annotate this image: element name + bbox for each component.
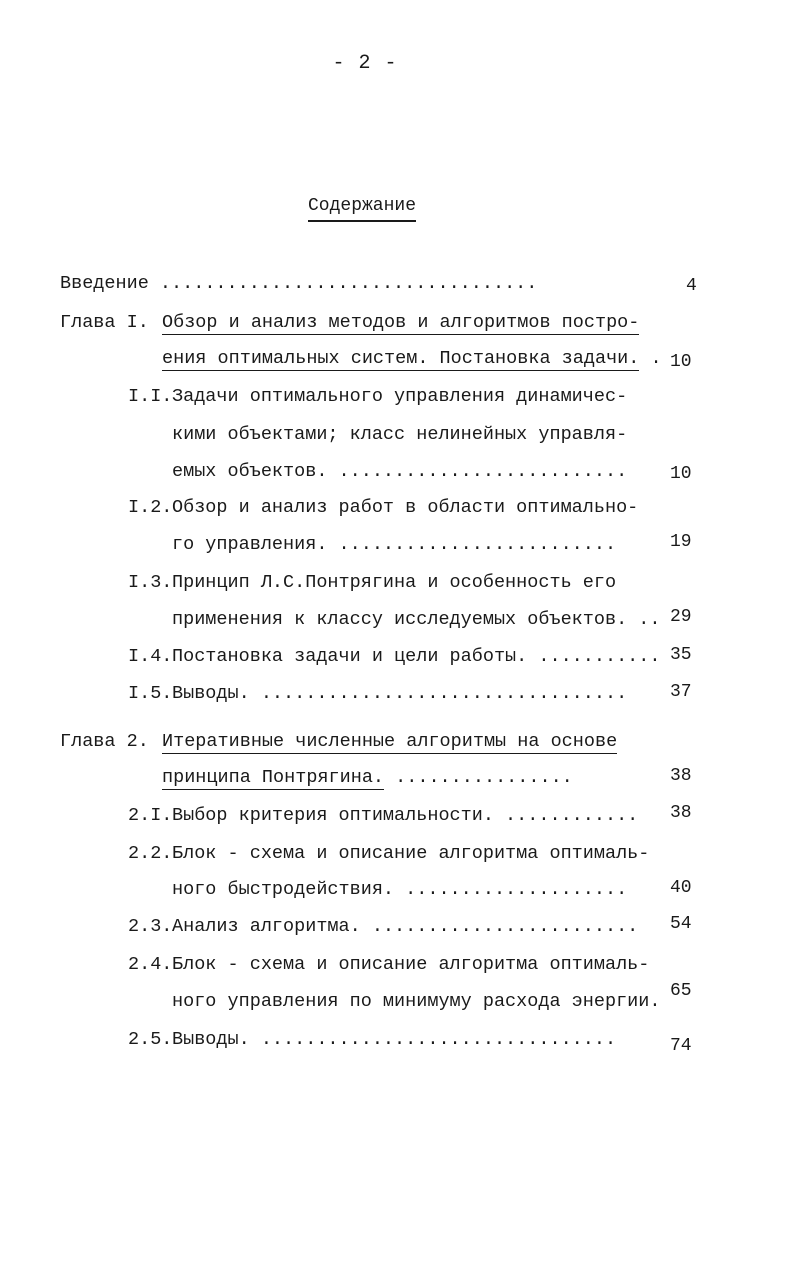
section-2-4-line1: Блок - схема и описание алгоритма оптималь- xyxy=(172,954,650,975)
section-1-1-page: 10 xyxy=(670,464,692,484)
section-2-5-number: 2.5. xyxy=(128,1029,173,1050)
section-1-1-line2: кими объектами; класс нелинейных управля- xyxy=(172,424,628,445)
section-2-2-page: 40 xyxy=(670,878,692,898)
section-1-5-page: 37 xyxy=(670,682,692,702)
section-2-3-page: 54 xyxy=(670,914,692,934)
section-2-1-number: 2.I. xyxy=(128,805,173,826)
chapter-1-label: Глава I. xyxy=(60,312,149,333)
section-1-1-line1: Задачи оптимального управления динамичес- xyxy=(172,386,628,407)
section-1-3-line1: Принцип Л.С.Понтрягина и особенность его xyxy=(172,572,617,593)
page-number: - 2 - xyxy=(332,52,398,75)
chapter-1-page: 10 xyxy=(670,352,692,372)
section-2-5-line1: Выводы. ................................ xyxy=(172,1029,617,1050)
section-2-4-number: 2.4. xyxy=(128,954,173,975)
section-2-1-page: 38 xyxy=(670,803,692,823)
chapter-1-title-line2: ения оптимальных систем. Постановка задачи. . xyxy=(162,348,662,369)
section-2-2-line2: ного быстродействия. .................... xyxy=(172,879,628,900)
chapter-1-title-line1: Обзор и анализ методов и алгоритмов постро- xyxy=(162,312,640,333)
chapter-2-title-line1: Итеративные численные алгоритмы на основе xyxy=(162,731,618,752)
section-2-1-line1: Выбор критерия оптимальности. ............ xyxy=(172,805,639,826)
section-1-5-line1: Выводы. ................................. xyxy=(172,683,628,704)
section-2-2-number: 2.2. xyxy=(128,843,173,864)
section-1-2-page: 19 xyxy=(670,532,692,552)
chapter-2-page: 38 xyxy=(670,766,692,786)
section-1-2-line1: Обзор и анализ работ в области оптимально- xyxy=(172,497,639,518)
section-2-3-number: 2.3. xyxy=(128,916,173,937)
toc-title: Содержание xyxy=(308,196,416,222)
section-1-3-line2: применения к классу исследуемых объектов. .. xyxy=(172,609,661,630)
section-1-3-page: 29 xyxy=(670,607,692,627)
section-2-4-page: 65 xyxy=(670,981,692,1001)
section-2-5-page: 74 xyxy=(670,1036,692,1056)
section-1-4-page: 35 xyxy=(670,645,692,665)
section-1-2-line2: го управления. ......................... xyxy=(172,534,617,555)
section-1-2-number: I.2. xyxy=(128,497,173,518)
chapter-2-label: Глава 2. xyxy=(60,731,149,752)
section-1-1-line3: емых объектов. .......................... xyxy=(172,461,628,482)
section-1-1-number: I.I. xyxy=(128,386,173,407)
section-1-4-line1: Постановка задачи и цели работы. ........... xyxy=(172,646,661,667)
section-1-4-number: I.4. xyxy=(128,646,173,667)
chapter-2-title-line2: принципа Понтрягина. ................ xyxy=(162,767,573,788)
section-2-4-line2: ного управления по минимуму расхода энергии. xyxy=(172,991,661,1012)
section-2-3-line1: Анализ алгоритма. ........................ xyxy=(172,916,639,937)
section-1-3-number: I.3. xyxy=(128,572,173,593)
toc-entry-intro: Введение .................................. xyxy=(60,273,538,294)
section-2-2-line1: Блок - схема и описание алгоритма оптималь- xyxy=(172,843,650,864)
toc-page-intro: 4 xyxy=(686,276,697,296)
section-1-5-number: I.5. xyxy=(128,683,173,704)
